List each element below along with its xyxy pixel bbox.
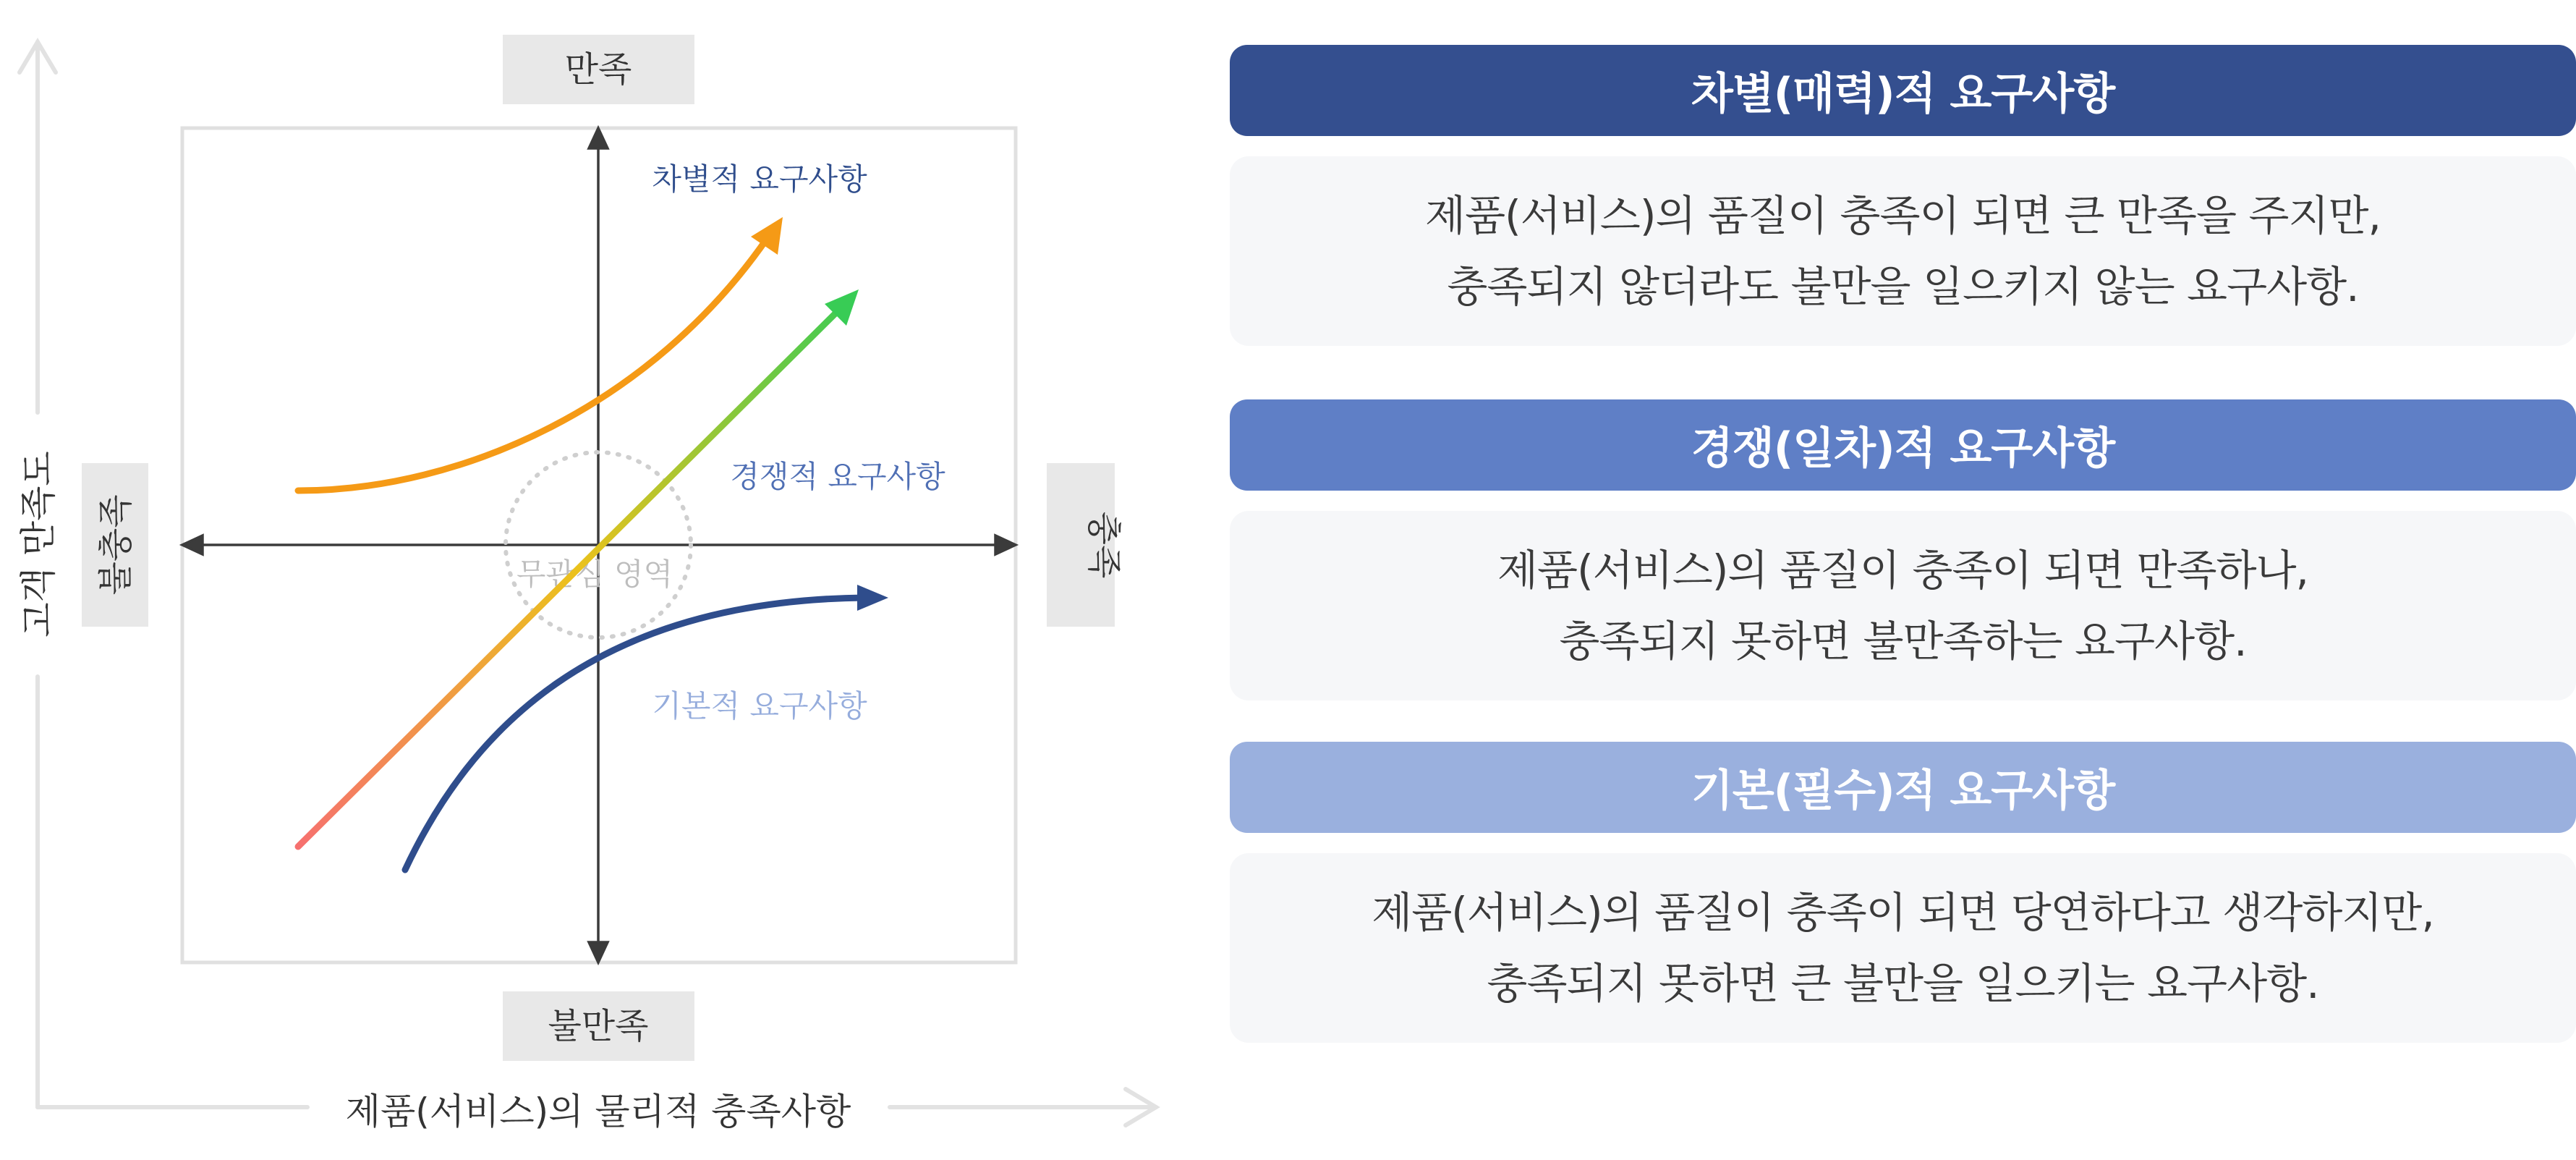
card-exciter [1230, 45, 2576, 346]
card-exciter-line-1: 제품(서비스)의 품질이 충족이 되면 큰 만족을 주지만, [1425, 191, 2381, 240]
card-exciter-line-2: 충족되지 않더라도 불만을 일으키지 않는 요구사항. [1447, 262, 2359, 311]
card-basic-line-2: 충족되지 못하면 큰 불만을 일으키는 요구사항. [1487, 959, 2319, 1008]
card-performance-line-1: 제품(서비스)의 품질이 충족이 되면 만족하나, [1497, 546, 2308, 595]
performance-label: 경쟁적 요구사항 [730, 459, 945, 494]
card-performance-title: 경쟁(일차)적 요구사항 [1230, 399, 2576, 491]
x-axis-label: 제품(서비스)의 물리적 충족사항 [345, 1091, 851, 1133]
kano-diagram [0, 0, 1186, 1160]
card-basic-title: 기본(필수)적 요구사항 [1230, 742, 2576, 833]
y-axis-label: 고객 만족도 [17, 451, 59, 638]
card-performance-line-2: 충족되지 못하면 불만족하는 요구사항. [1559, 617, 2247, 666]
right-box-label: 충족 [1084, 511, 1124, 579]
card-basic-description [1230, 853, 2576, 1043]
indifferent-zone-label: 무관심 영역 [516, 556, 673, 592]
exciter-label: 차별적 요구사항 [652, 161, 867, 197]
left-box-label: 불충족 [95, 494, 136, 596]
card-exciter-description [1230, 156, 2576, 346]
card-performance-description [1230, 511, 2576, 700]
top-box-label: 만족 [564, 49, 632, 90]
bottom-box-label: 불만족 [548, 1006, 649, 1046]
card-exciter-title: 차별(매력)적 요구사항 [1230, 45, 2576, 136]
card-performance [1230, 399, 2576, 700]
card-basic [1230, 742, 2576, 1043]
basic-label: 기본적 요구사항 [652, 688, 867, 724]
card-basic-line-1: 제품(서비스)의 품질이 충족이 되면 당연하다고 생각하지만, [1372, 888, 2434, 937]
